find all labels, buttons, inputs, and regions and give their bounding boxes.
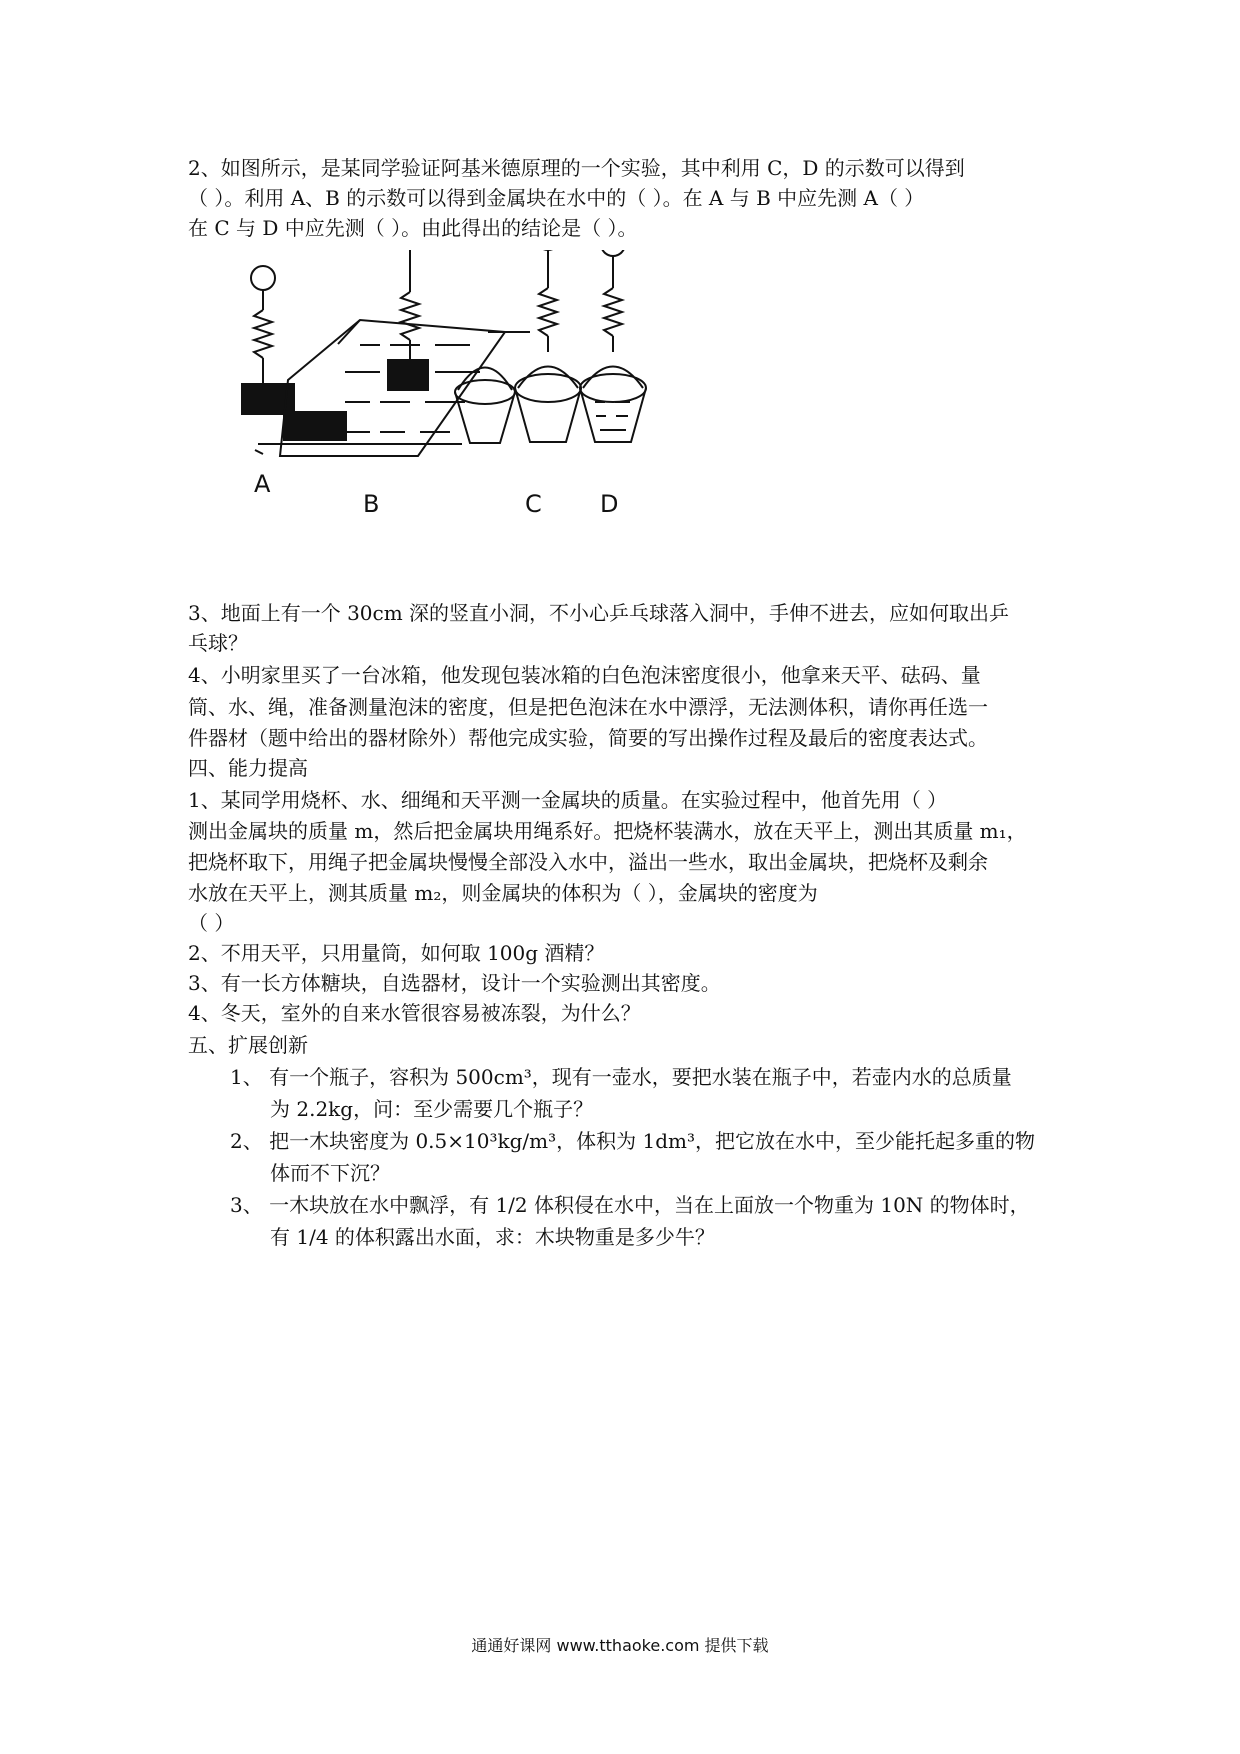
archimedes-experiment-figure [230,250,730,540]
q3-line-1: 3、地面上有一个 30cm 深的竖直小洞，不小心乒乓球落入洞中，手伸不进去，应如何取出乒 [188,601,1010,625]
s4q1-line-5: （ ） [188,911,235,935]
s4q1-line-3: 把烧杯取下，用绳子把金属块慢慢全部没入水中，溢出一些水，取出金属块，把烧杯及剩余 [188,850,988,874]
s4q2: 2、不用天平，只用量筒，如何取 100g 酒精？ [188,941,605,965]
q4-line-1: 4、小明家里买了一台冰箱，他发现包装冰箱的白色泡沫密度很小，他拿来天平、砝码、量 [188,663,981,687]
scale-c [515,250,581,442]
s5q2-line-1: 2、 把一木块密度为 0.5×10³kg/m³，体积为 1dm³，把它放在水中，至少能托起多重的物 [230,1129,1035,1153]
scale-b [388,250,428,390]
q3-line-2: 乓球？ [188,631,248,655]
section-4-title: 四、能力提高 [188,756,308,780]
experiment-diagram [230,250,730,540]
small-bucket [455,368,515,444]
footer-download-credit: 通通好课网 www.tthaoke.com 提供下载 [471,1636,769,1655]
q4-line-2: 筒、水、绳，准备测量泡沫的密度，但是把色泡沫在水中漂浮，无法测体积，请你再任选一 [188,695,988,719]
s4q1-line-1: 1、某同学用烧杯、水、细绳和天平测一金属块的质量。在实验过程中，他首先用（ ） [188,788,948,812]
s5q1-line-2: 为 2.2kg，问：至少需要几个瓶子？ [270,1097,594,1121]
q2-line-3: 在 C 与 D 中应先测（ ）。由此得出的结论是（ ）。 [188,216,638,240]
s4q4: 4、冬天，室外的自来水管很容易被冻裂，为什么？ [188,1001,641,1025]
s5q1-line-1: 1、 有一个瓶子，容积为 500cm³，现有一壶水，要把水装在瓶子中，若壶内水的总质量 [230,1065,1012,1089]
s4q1-line-4: 水放在天平上，测其质量 m₂，则金属块的体积为（ ），金属块的密度为 [188,881,818,905]
s5q3-line-1: 3、 一木块放在水中飘浮，有 1/2 体积侵在水中，当在上面放一个物重为 10N 的物体时， [230,1193,1030,1217]
label-d: D [600,490,619,518]
label-c: C [525,490,542,518]
s4q1-line-2: 测出金属块的质量 m，然后把金属块用绳系好。把烧杯装满水，放在天平上，测出其质量 m₁， [188,819,1027,843]
q2-line-1: 2、如图所示，是某同学验证阿基米德原理的一个实验，其中利用 C，D 的示数可以得到 [188,156,965,180]
q2-line-2: （ ）。利用 A、B 的示数可以得到金属块在水中的（ ）。在 A 与 B 中应先测 A（ ） [188,186,925,210]
label-a: A [254,470,271,498]
scale-d [580,250,646,442]
s5q3-line-2: 有 1/4 的体积露出水面，求：木块物重是多少牛？ [270,1225,715,1249]
section-5-title: 五、扩展创新 [188,1033,308,1057]
label-b: B [363,490,380,518]
s4q3: 3、有一长方体糖块，自选器材，设计一个实验测出其密度。 [188,971,721,995]
s5q2-line-2: 体而不下沉？ [270,1161,390,1185]
q4-line-3: 件器材（题中给出的器材除外）帮他完成实验，简要的写出操作过程及最后的密度表达式。 [188,726,988,750]
